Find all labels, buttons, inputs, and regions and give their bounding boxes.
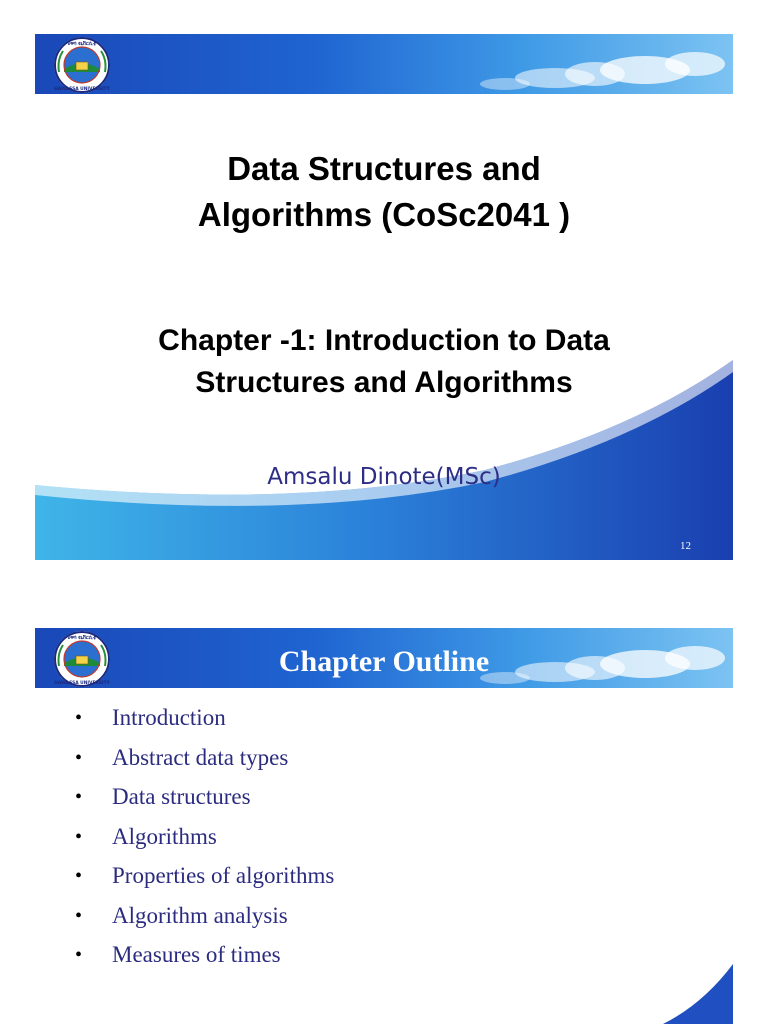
- bullet-icon: •: [75, 746, 83, 769]
- list-item-label: Data structures: [112, 784, 251, 809]
- hawassa-university-logo: [53, 36, 111, 94]
- logo-top-text: ሀዋሳ ዩኒቨርሲቲ: [67, 635, 97, 641]
- list-item: [75, 781, 334, 821]
- list-item: [75, 742, 334, 782]
- bullet-icon: •: [75, 865, 83, 887]
- list-item-label: Algorithm analysis: [112, 902, 288, 928]
- title-slide: [35, 34, 733, 560]
- logo-top-text: ሀዋሳ ዩኒቨርሲቲ: [67, 41, 97, 47]
- course-title-line-2: Algorithms (CoSc2041 ): [197, 196, 571, 233]
- list-item-label: Introduction: [112, 705, 226, 730]
- bullet-icon: •: [75, 825, 83, 848]
- chapter-title: [35, 320, 733, 404]
- list-item-label: Abstract data types: [112, 744, 289, 770]
- corner-wave-decoration: [663, 964, 733, 1024]
- logo-bottom-text: HAWASSA UNIVERSITY: [54, 681, 110, 686]
- list-item: [75, 702, 334, 742]
- bullet-icon: •: [75, 707, 83, 729]
- list-item: [75, 900, 334, 940]
- list-item: [75, 939, 334, 979]
- outline-list: [75, 702, 334, 979]
- page-number: 12: [680, 540, 691, 552]
- list-item-label: Algorithms: [112, 823, 217, 849]
- bullet-icon: •: [75, 786, 83, 808]
- course-title-line-1: Data Structures and: [227, 150, 541, 187]
- clouds-decoration: [35, 34, 733, 94]
- course-title: [35, 146, 733, 238]
- header-banner: [35, 628, 733, 688]
- header-banner: [35, 34, 733, 94]
- chapter-title-line-1: Chapter -1: Introduction to Data: [158, 324, 610, 357]
- list-item-label: Measures of times: [112, 942, 281, 967]
- bullet-icon: •: [75, 944, 83, 966]
- logo-bottom-text: HAWASSA UNIVERSITY: [54, 87, 110, 92]
- chapter-title-line-2: Structures and Algorithms: [195, 366, 573, 399]
- list-item: [75, 860, 334, 900]
- list-item: [75, 821, 334, 861]
- bullet-icon: •: [75, 904, 83, 927]
- list-item-label: Properties of algorithms: [112, 863, 335, 888]
- author-name: Amsalu Dinote(MSc): [267, 464, 501, 490]
- outline-slide: [35, 628, 733, 1024]
- outline-title: Chapter Outline: [278, 645, 490, 678]
